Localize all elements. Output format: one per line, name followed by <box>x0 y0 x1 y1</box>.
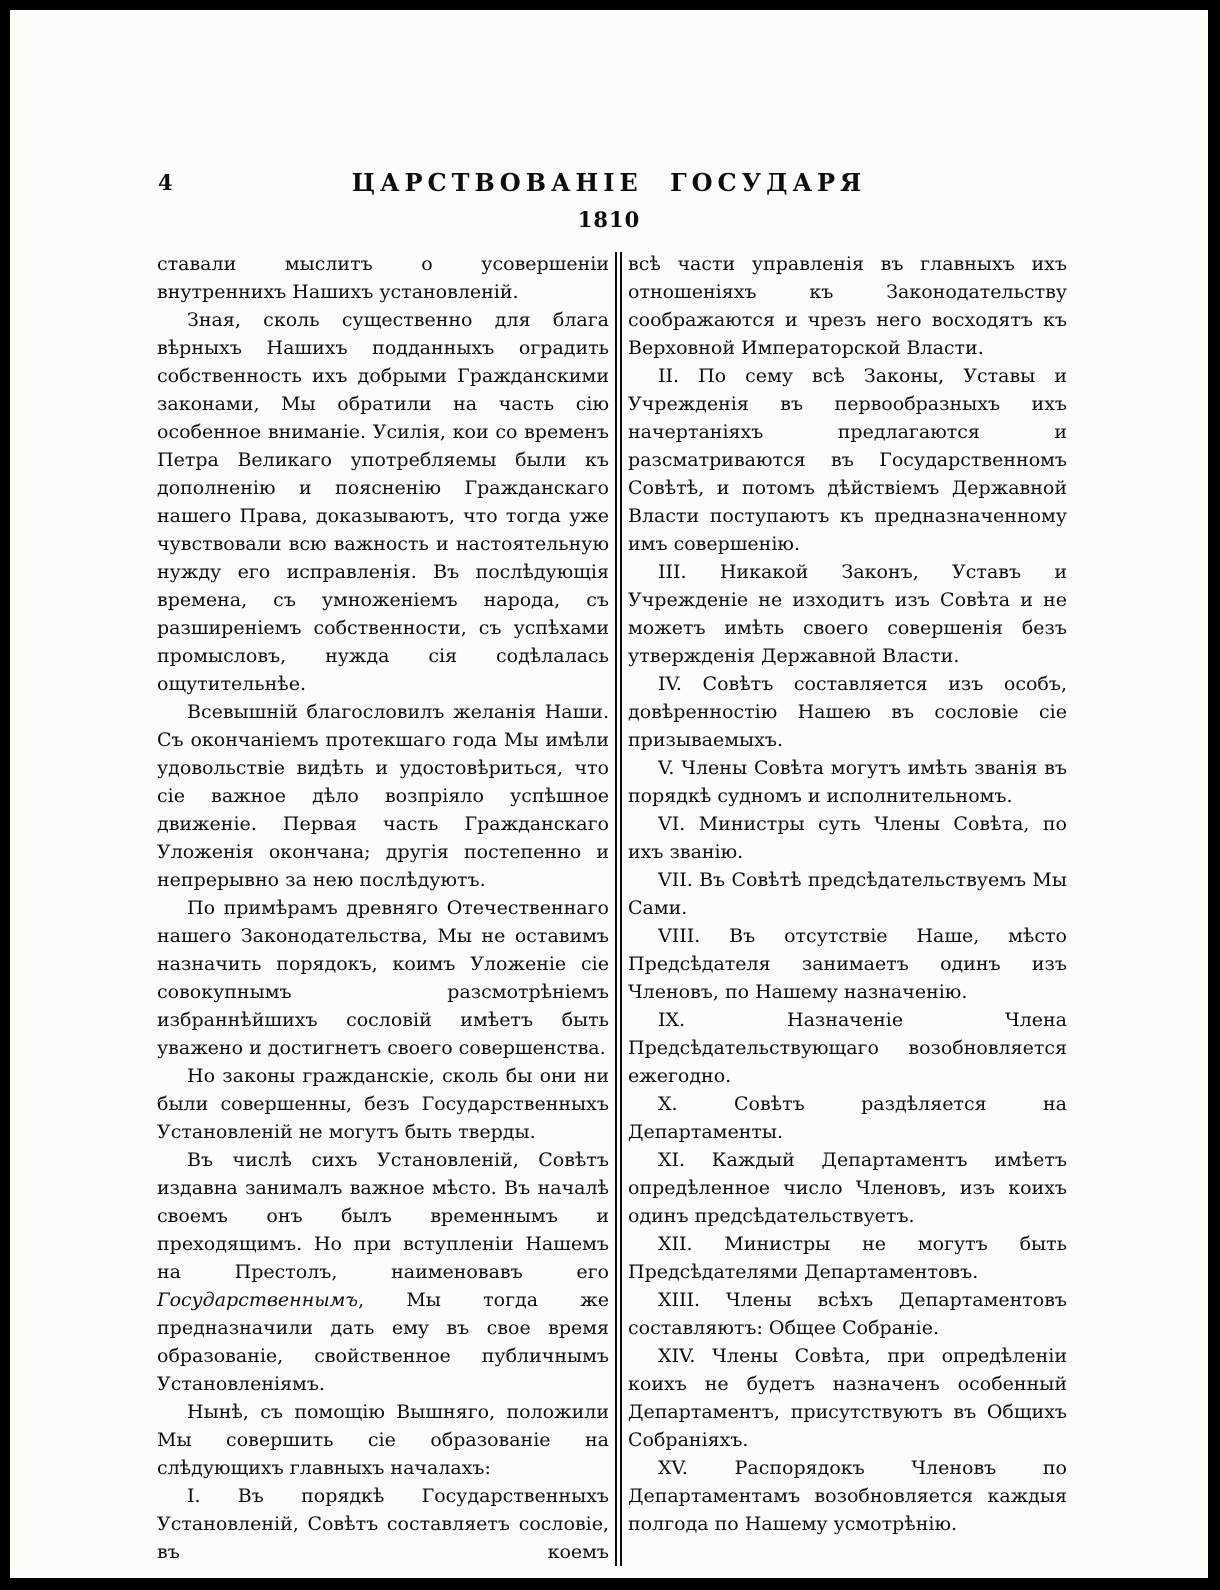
paragraph <box>628 362 1067 558</box>
paragraph <box>628 250 1067 362</box>
text-run: , Мы тогда же предназначили дать ему въ свое время образованіе, свойственное публичнымъ Установленіямъ. <box>157 1289 609 1395</box>
paragraph <box>157 1482 609 1566</box>
right-column <box>628 250 1067 1566</box>
paragraph <box>628 1454 1067 1538</box>
paragraph <box>628 558 1067 670</box>
text-run: Всевышній благословилъ желанія Наши. Съ окончаніемъ протекшаго года Мы имѣли удовольствіе видѣть и удостовѣриться, что сіе важное дѣло возпріяло успѣшное движеніе. Первая часть Гражданскаго Уложенія окончана; другія постепенно и непрерывно за нею послѣдуютъ. <box>157 701 609 891</box>
column-divider-rule <box>615 252 622 1566</box>
paragraph <box>628 1090 1067 1146</box>
text-run: VII. Въ Совѣтѣ предсѣдательствуемъ Мы Сами. <box>628 869 1067 919</box>
left-column <box>157 250 609 1566</box>
text-run: X. Совѣтъ раздѣляется на Департаменты. <box>628 1093 1067 1143</box>
text-run: III. Никакой Законъ, Уставъ и Учрежденіе не изходитъ изъ Совѣта и не можетъ имѣть своего совершенія безъ утвержденія Державной Власти. <box>628 561 1067 667</box>
text-run: Въ числѣ сихъ Установленій, Совѣтъ издавна занималъ важное мѣсто. Въ началѣ своемъ онъ былъ временнымъ и преходящимъ. Но при вступленіи Нашемъ на Престолъ, наименовавъ его <box>157 1149 609 1283</box>
paragraph <box>628 1342 1067 1454</box>
paragraph <box>157 698 609 894</box>
paragraph <box>157 306 609 698</box>
text-run: XIII. Члены всѣхъ Департаментовъ составляютъ: Общее Собраніе. <box>628 1289 1067 1339</box>
paragraph <box>628 670 1067 754</box>
text-run: XIV. Члены Совѣта, при опредѣленіи коихъ не будетъ назначенъ особенный Департаментъ, присутствуютъ въ Общихъ Собраніяхъ. <box>628 1345 1067 1451</box>
text-run: V. Члены Совѣта могутъ имѣть званія въ порядкѣ судномъ и исполнительномъ. <box>628 757 1067 807</box>
text-run: Но законы гражданскіе, сколь бы они ни были совершенны, безъ Государственныхъ Установленій не могутъ быть тверды. <box>157 1065 609 1143</box>
paragraph <box>157 1062 609 1146</box>
text-run: I. Въ порядкѣ Государственныхъ Установленій, Совѣтъ составляетъ сословіе, въ коемъ <box>157 1485 609 1563</box>
text-run: IV. Совѣтъ составляется изъ особъ, довѣренностію Нашею въ сословіе сіе призываемыхъ. <box>628 673 1067 751</box>
paragraph <box>157 894 609 1062</box>
text-run: XI. Каждый Департаментъ имѣетъ опредѣленное число Членовъ, изъ коихъ одинъ предсѣдательствуетъ. <box>628 1149 1067 1227</box>
year-heading: 1810 <box>577 207 641 232</box>
text-run: XII. Министры не могутъ быть Предсѣдателями Департаментовъ. <box>628 1233 1067 1283</box>
italic-text-run: Государственнымъ <box>157 1289 359 1311</box>
paragraph <box>628 810 1067 866</box>
paragraph <box>157 1398 609 1482</box>
paragraph <box>628 1006 1067 1090</box>
paragraph <box>628 754 1067 810</box>
paragraph <box>628 1286 1067 1342</box>
paragraph <box>157 250 609 306</box>
paragraph <box>157 1146 609 1398</box>
text-run: VI. Министры суть Члены Совѣта, по ихъ званію. <box>628 813 1067 863</box>
page-number: 4 <box>158 170 173 195</box>
text-run: IX. Назначеніе Члена Предсѣдательствующаго возобновляется ежегодно. <box>628 1009 1067 1087</box>
text-run: II. По сему всѣ Законы, Уставы и Учрежденія въ первообразныхъ ихъ начертаніяхъ предлагаются и разсматриваются въ Государственномъ Совѣтѣ, и потомъ дѣйствіемъ Державной Власти поступаютъ къ предназначенному имъ совершенію. <box>628 365 1067 555</box>
text-columns <box>157 250 1067 1566</box>
paragraph <box>628 922 1067 1006</box>
text-run: По примѣрамъ древняго Отечественнаго нашего Законодательства, Мы не оставимъ назначить порядокъ, коимъ Уложеніе сіе совокупнымъ разсмотрѣніемъ избраннѣйшихъ сословій имѣетъ быть уважено и достигнетъ своего совершенства. <box>157 897 609 1059</box>
paragraph <box>628 1230 1067 1286</box>
running-title: ЦАРСТВОВАНІЕ ГОСУДАРЯ <box>351 168 867 197</box>
text-run: ставали мыслитъ о усовершеніи внутреннихъ Нашихъ установленій. <box>157 253 609 303</box>
document-page <box>10 10 1208 1578</box>
paragraph <box>628 866 1067 922</box>
text-run: Зная, сколь существенно для блага вѣрныхъ Нашихъ подданныхъ оградить собственность ихъ добрыми Гражданскими законами, Мы обратили на часть сію особенное вниманіе. Усилія, кои со временъ Петра Великаго употребляемы были къ дополненію и поясненію Гражданскаго нашего Права, доказываютъ, что тогда уже чувствовали всю важность и настоятельную нужду его исправленія. Въ послѣдующія времена, съ умноженіемъ народа, съ разширеніемъ собственности, съ успѣхами промысловъ, нужда сія содѣлалась ощутительнѣе. <box>157 309 609 695</box>
text-run: Нынѣ, съ помощію Вышняго, положили Мы совершить сіе образованіе на слѣдующихъ главныхъ началахъ: <box>157 1401 609 1479</box>
text-run: VIII. Въ отсутствіе Наше, мѣсто Предсѣдателя занимаетъ одинъ изъ Членовъ, по Нашему назначенію. <box>628 925 1067 1003</box>
text-run: всѣ части управленія въ главныхъ ихъ отношеніяхъ къ Законодательству соображаются и чрезъ него восходятъ къ Верховной Императорской Власти. <box>628 253 1067 359</box>
paragraph <box>628 1146 1067 1230</box>
text-run: XV. Распорядокъ Членовъ по Департаментамъ возобновляется каждыя полгода по Нашему усмотрѣнію. <box>628 1457 1067 1535</box>
